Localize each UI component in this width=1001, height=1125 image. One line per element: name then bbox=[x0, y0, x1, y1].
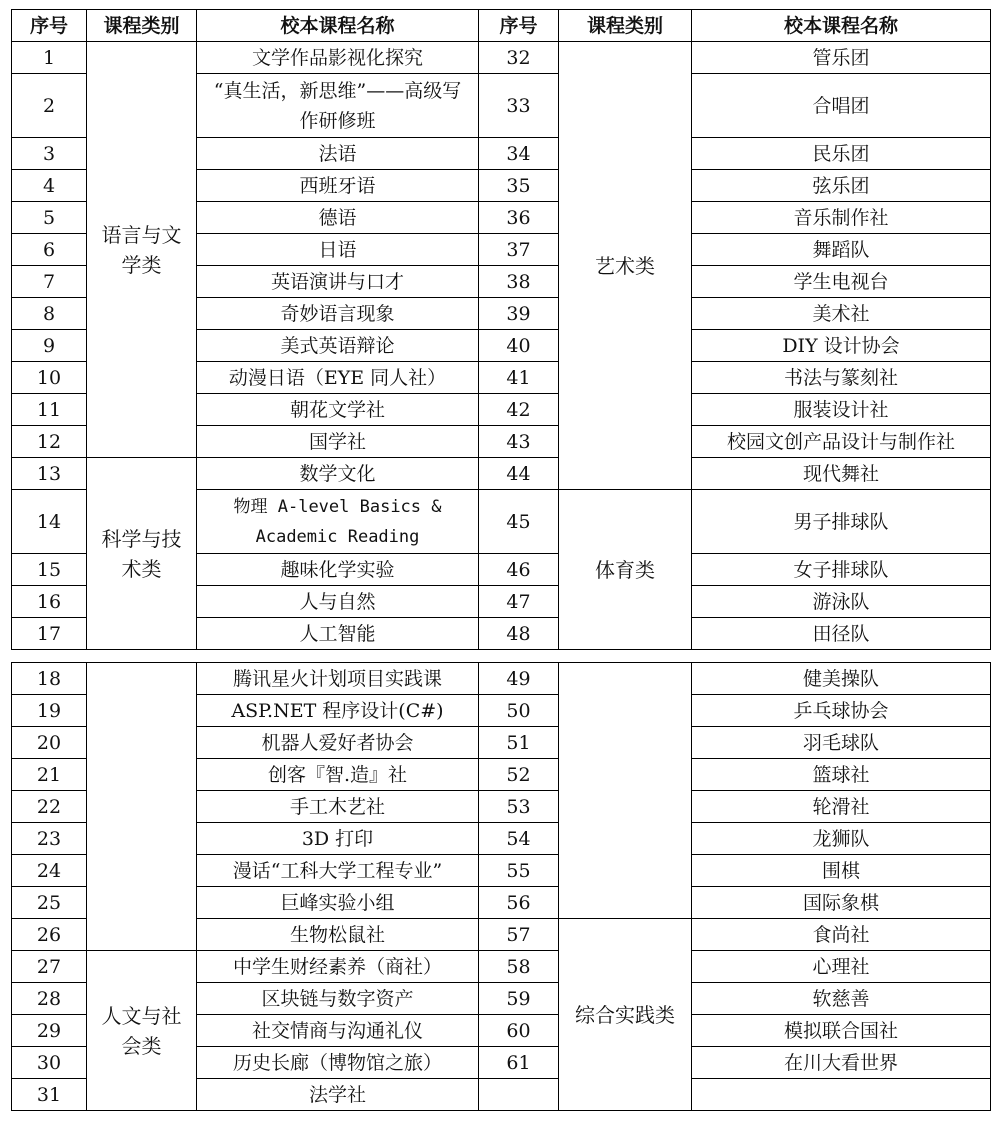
row-number: 10 bbox=[12, 362, 87, 394]
course-name: 合唱团 bbox=[692, 74, 991, 138]
header-name: 校本课程名称 bbox=[692, 10, 991, 42]
row-number: 51 bbox=[479, 727, 559, 759]
row-number: 46 bbox=[479, 554, 559, 586]
course-name: 健美操队 bbox=[692, 663, 991, 695]
course-name: 管乐团 bbox=[692, 42, 991, 74]
table-row bbox=[12, 458, 991, 490]
course-name: 围棋 bbox=[692, 855, 991, 887]
row-number: 21 bbox=[12, 759, 87, 791]
course-name: 美式英语辩论 bbox=[197, 330, 479, 362]
category-sports: 体育类 bbox=[559, 490, 692, 650]
row-number: 6 bbox=[12, 234, 87, 266]
course-name: ASP.NET 程序设计(C#) bbox=[197, 695, 479, 727]
row-number: 8 bbox=[12, 298, 87, 330]
course-name: 日语 bbox=[197, 234, 479, 266]
row-number: 26 bbox=[12, 919, 87, 951]
row-number: 3 bbox=[12, 138, 87, 170]
row-number: 14 bbox=[12, 490, 87, 554]
row-number: 40 bbox=[479, 330, 559, 362]
row-number: 58 bbox=[479, 951, 559, 983]
row-number: 18 bbox=[12, 663, 87, 695]
row-number: 12 bbox=[12, 426, 87, 458]
course-name: 生物松鼠社 bbox=[197, 919, 479, 951]
row-number: 1 bbox=[12, 42, 87, 74]
row-number: 47 bbox=[479, 586, 559, 618]
row-number: 25 bbox=[12, 887, 87, 919]
course-name: 国际象棋 bbox=[692, 887, 991, 919]
row-number: 53 bbox=[479, 791, 559, 823]
course-name: 音乐制作社 bbox=[692, 202, 991, 234]
course-name: 社交情商与沟通礼仪 bbox=[197, 1015, 479, 1047]
course-name: 模拟联合国社 bbox=[692, 1015, 991, 1047]
row-number: 7 bbox=[12, 266, 87, 298]
course-name: 现代舞社 bbox=[692, 458, 991, 490]
course-name: 数学文化 bbox=[197, 458, 479, 490]
row-number: 32 bbox=[479, 42, 559, 74]
course-name: 男子排球队 bbox=[692, 490, 991, 554]
course-name: DIY 设计协会 bbox=[692, 330, 991, 362]
category-sports-continued bbox=[559, 663, 692, 919]
row-number: 13 bbox=[12, 458, 87, 490]
course-name: 巨峰实验小组 bbox=[197, 887, 479, 919]
row-number: 9 bbox=[12, 330, 87, 362]
course-name: 舞蹈队 bbox=[692, 234, 991, 266]
course-name: 动漫日语（EYE 同人社） bbox=[197, 362, 479, 394]
course-name: 德语 bbox=[197, 202, 479, 234]
course-name: 手工木艺社 bbox=[197, 791, 479, 823]
course-name: 书法与篆刻社 bbox=[692, 362, 991, 394]
course-table-part-2 bbox=[11, 662, 991, 1111]
table-row bbox=[12, 951, 991, 983]
course-name: 漫话“工科大学工程专业” bbox=[197, 855, 479, 887]
header-category: 课程类别 bbox=[559, 10, 692, 42]
course-name: 趣味化学实验 bbox=[197, 554, 479, 586]
course-name: 弦乐团 bbox=[692, 170, 991, 202]
category-practice: 综合实践类 bbox=[559, 919, 692, 1111]
course-name: 食尚社 bbox=[692, 919, 991, 951]
category-science-technology-continued bbox=[87, 663, 197, 951]
row-number: 23 bbox=[12, 823, 87, 855]
row-number: 43 bbox=[479, 426, 559, 458]
course-name: 心理社 bbox=[692, 951, 991, 983]
row-number: 42 bbox=[479, 394, 559, 426]
course-name: “真生活，新思维”——高级写作研修班 bbox=[197, 74, 479, 138]
course-name: 服装设计社 bbox=[692, 394, 991, 426]
row-number: 41 bbox=[479, 362, 559, 394]
table-row bbox=[12, 42, 991, 74]
row-number: 39 bbox=[479, 298, 559, 330]
row-number: 54 bbox=[479, 823, 559, 855]
row-number: 55 bbox=[479, 855, 559, 887]
course-name: 软慈善 bbox=[692, 983, 991, 1015]
row-number: 34 bbox=[479, 138, 559, 170]
row-number: 61 bbox=[479, 1047, 559, 1079]
row-number: 30 bbox=[12, 1047, 87, 1079]
course-name bbox=[692, 1079, 991, 1111]
row-number: 31 bbox=[12, 1079, 87, 1111]
row-number: 33 bbox=[479, 74, 559, 138]
row-number: 27 bbox=[12, 951, 87, 983]
course-name: 学生电视台 bbox=[692, 266, 991, 298]
course-name: 游泳队 bbox=[692, 586, 991, 618]
row-number: 57 bbox=[479, 919, 559, 951]
row-number: 11 bbox=[12, 394, 87, 426]
row-number: 24 bbox=[12, 855, 87, 887]
row-number: 35 bbox=[479, 170, 559, 202]
course-name: 机器人爱好者协会 bbox=[197, 727, 479, 759]
header-seq: 序号 bbox=[12, 10, 87, 42]
row-number: 4 bbox=[12, 170, 87, 202]
course-name: 腾讯星火计划项目实践课 bbox=[197, 663, 479, 695]
header-name: 校本课程名称 bbox=[197, 10, 479, 42]
course-name: 法学社 bbox=[197, 1079, 479, 1111]
course-name: 文学作品影视化探究 bbox=[197, 42, 479, 74]
row-number: 48 bbox=[479, 618, 559, 650]
row-number: 45 bbox=[479, 490, 559, 554]
row-number: 50 bbox=[479, 695, 559, 727]
course-name: 西班牙语 bbox=[197, 170, 479, 202]
row-number: 29 bbox=[12, 1015, 87, 1047]
course-name: 中学生财经素养（商社） bbox=[197, 951, 479, 983]
row-number: 19 bbox=[12, 695, 87, 727]
course-name: 3D 打印 bbox=[197, 823, 479, 855]
row-number bbox=[479, 1079, 559, 1111]
course-name: 在川大看世界 bbox=[692, 1047, 991, 1079]
table-row bbox=[12, 663, 991, 695]
row-number: 59 bbox=[479, 983, 559, 1015]
course-name: 英语演讲与口才 bbox=[197, 266, 479, 298]
row-number: 16 bbox=[12, 586, 87, 618]
header-category: 课程类别 bbox=[87, 10, 197, 42]
course-table-part-1 bbox=[11, 9, 991, 650]
course-name: 美术社 bbox=[692, 298, 991, 330]
row-number: 22 bbox=[12, 791, 87, 823]
category-art: 艺术类 bbox=[559, 42, 692, 490]
course-name: 田径队 bbox=[692, 618, 991, 650]
row-number: 36 bbox=[479, 202, 559, 234]
row-number: 38 bbox=[479, 266, 559, 298]
course-name: 国学社 bbox=[197, 426, 479, 458]
course-name: 民乐团 bbox=[692, 138, 991, 170]
category-humanities-society: 人文与社会类 bbox=[87, 951, 197, 1111]
row-number: 49 bbox=[479, 663, 559, 695]
course-name: 羽毛球队 bbox=[692, 727, 991, 759]
course-name: 女子排球队 bbox=[692, 554, 991, 586]
row-number: 15 bbox=[12, 554, 87, 586]
row-number: 60 bbox=[479, 1015, 559, 1047]
course-name: 乒乓球协会 bbox=[692, 695, 991, 727]
course-name: 法语 bbox=[197, 138, 479, 170]
row-number: 17 bbox=[12, 618, 87, 650]
header-row bbox=[12, 10, 991, 42]
course-name: 物理 A-level Basics & Academic Reading bbox=[197, 490, 479, 554]
row-number: 37 bbox=[479, 234, 559, 266]
course-name: 轮滑社 bbox=[692, 791, 991, 823]
header-seq: 序号 bbox=[479, 10, 559, 42]
course-name: 朝花文学社 bbox=[197, 394, 479, 426]
course-name: 人工智能 bbox=[197, 618, 479, 650]
row-number: 5 bbox=[12, 202, 87, 234]
course-name: 创客『智.造』社 bbox=[197, 759, 479, 791]
category-science-technology: 科学与技术类 bbox=[87, 458, 197, 650]
row-number: 20 bbox=[12, 727, 87, 759]
category-language-literature: 语言与文学类 bbox=[87, 42, 197, 458]
row-number: 28 bbox=[12, 983, 87, 1015]
course-name: 奇妙语言现象 bbox=[197, 298, 479, 330]
course-name: 篮球社 bbox=[692, 759, 991, 791]
course-name: 龙狮队 bbox=[692, 823, 991, 855]
course-name: 校园文创产品设计与制作社 bbox=[692, 426, 991, 458]
row-number: 2 bbox=[12, 74, 87, 138]
course-name: 区块链与数字资产 bbox=[197, 983, 479, 1015]
row-number: 44 bbox=[479, 458, 559, 490]
course-name: 人与自然 bbox=[197, 586, 479, 618]
course-name: 历史长廊（博物馆之旅） bbox=[197, 1047, 479, 1079]
row-number: 56 bbox=[479, 887, 559, 919]
row-number: 52 bbox=[479, 759, 559, 791]
